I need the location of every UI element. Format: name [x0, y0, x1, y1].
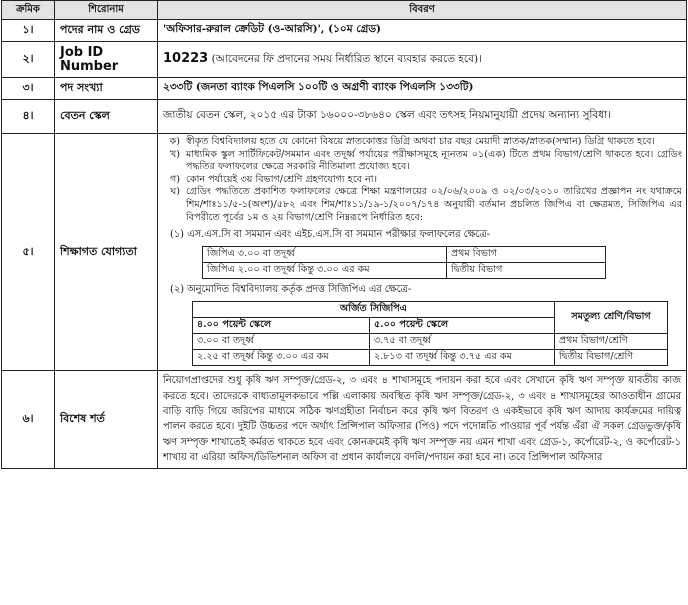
item-text: কোন পর্যায়েই ৩য় বিভাগ/শ্রেণি গ্রহণযোগ্য হবে না।	[186, 173, 378, 185]
row-education	[2, 134, 687, 371]
scale-4-cell: ২.২৫ বা তদূর্ধ্ব কিন্তু ৩.০০ এর কম	[193, 350, 370, 366]
cgpa-column-header: অর্জিত সিজিপিএ	[193, 302, 555, 318]
header-serial: ক্রমিক	[2, 1, 55, 20]
equivalent-cell: প্রথম বিভাগ/শ্রেণি	[555, 334, 668, 350]
scale-4-cell: ৩.০০ বা তদূর্ধ্ব	[193, 334, 370, 350]
job-requirements-table	[1, 0, 687, 469]
table-row	[193, 334, 668, 350]
row-post-name	[2, 20, 687, 42]
item-marker: ক)	[169, 136, 180, 147]
row-title: Job ID Number	[55, 42, 158, 78]
item-text: স্বীকৃত বিশ্ববিদ্যালয় হতে যে কোনো বিষয়ে স্নাতকোত্তর ডিগ্রি অথবা চার বছর মেয়াদী স্নাতক/স্নাতক(সম্মান) ডিগ্রি থাকতে হবে।	[186, 136, 655, 147]
scale-4-header: ৪.০০ পয়েন্ট স্কেলে	[193, 318, 370, 334]
row-pay-scale	[2, 100, 687, 134]
item-text: মাধ্যমিক স্কুল সার্টিফিকেট/সমমান এবং তদূর্ধ্ব পর্যায়ের পরীক্ষাসমূহে ন্যূনতম ০১(এক) টিতে প্রথম বিভাগ/শ্রেণি থাকতে হবে। গ্রেডিং পদ্ধতির ফলাফলের ক্ষেত্রে সরকারি নীতিমালা প্রযোজ্য হবে।	[186, 148, 682, 173]
row-serial: ৫।	[2, 134, 55, 371]
equivalent-cell: দ্বিতীয় বিভাগ/শ্রেণি	[555, 350, 668, 366]
row-job-id	[2, 42, 687, 78]
job-id-value	[158, 42, 687, 78]
row-serial: ২।	[2, 42, 55, 78]
row-title: পদের নাম ও গ্রেড	[55, 20, 158, 42]
list-item	[158, 136, 682, 149]
division-cell: দ্বিতীয় বিভাগ	[447, 263, 606, 279]
header-description: বিবরণ	[158, 1, 687, 20]
row-serial: ৩।	[2, 78, 55, 100]
post-name-value: 'অফিসার-রুরাল ক্রেডিট (ও-আরসি)', (১০ম গ্রেড)	[158, 20, 687, 42]
gpa-cell: জিপিএ ৩.০০ বা তদূর্ধ্ব	[203, 247, 447, 263]
ssc-hsc-heading: (১) এস.এস.সি বা সমমান এবং এইচ.এস.সি বা সমমান পরীক্ষার ফলাফলের ক্ষেত্রে-	[170, 229, 490, 241]
row-serial: ৬।	[2, 371, 55, 468]
row-serial: ১।	[2, 20, 55, 42]
row-title: পদ সংখ্যা	[55, 78, 158, 100]
table-row	[203, 247, 606, 263]
pay-scale-value: জাতীয় বেতন স্কেল, ২০১৫ এর টাকা ১৬০০০-৩৮৬৪০ স্কেল এবং তৎসহ নিয়মানুযায়ী প্রদেয় অন্যান্য সুবিধা।	[158, 100, 687, 134]
cgpa-table	[192, 301, 668, 366]
item-marker: গ)	[169, 173, 180, 185]
scale-5-header: ৫.০০ পয়েন্ট স্কেলে	[370, 318, 555, 334]
qualification-list	[158, 136, 682, 224]
table-row	[193, 302, 668, 318]
list-item	[158, 149, 682, 174]
table-header-row	[2, 1, 687, 20]
special-conditions-text: নিয়োগপ্রাপ্তদের শুধু কৃষি ঋণ সম্পৃক্ত/গ্রেড-২, ৩ এবং ৪ শাখাসমূহে পদায়ন করা হবে এবং সেখানে কৃষি ঋণ সম্পৃক্ত যাবতীয় কাজ করতে হবে। তাদেরকে বাধ্যতামূলকভাবে পল্লি এলাকায় অবস্থিত কৃষি ঋণ সম্পৃক্ত/গ্রেড-২, ৩ এবং ৪ শাখাসমূহের আওতাধীন গ্রামের বাড়ি বাড়ি গিয়ে জরিপের মাধ্যমে সঠিক ঋণগ্রহীতা নির্বাচন করে কৃষি ঋণ বিতরণ ও একইভাবে কৃষি ঋণ আদায় কার্যক্রমের দায়িত্ব পালন করতে হবে। দুইটি উচ্চতর পদে অর্থাৎ প্রিন্সিপাল অফিসার (পিও) পদে পদোন্নতি পাওয়ার পূর্ব পর্যন্ত এঁরা ঐ সকল গ্রেডভুক্ত/কৃষি ঋণ সম্পৃক্ত শাখাতেই কর্মরত থাকতে হবে এবং কোনক্রমেই কৃষি ঋণ সম্পৃক্ত নয় এমন শাখা এবং গ্রেড-১, কর্পোরেট-২, ও কর্পোরেট-১ শাখায় বা এরিয়া অফিস/ডিভিশনাল অফিস বা প্রধান কার্যালয়ে বদলি/পদায়ন করা হবে না। তবে প্রিন্সিপাল অফিসার	[158, 371, 687, 468]
job-id-number: 10223	[163, 50, 209, 66]
item-marker: খ)	[169, 148, 180, 160]
job-id-note: (আবেদনের ফি প্রদানের সময় নির্ধারিত স্থানে ব্যবহার করতে হবে)।	[208, 52, 482, 65]
scale-5-cell: ৩.৭৫ বা তদূর্ধ্ব	[370, 334, 555, 350]
gpa-cell: জিপিএ ২.০০ বা তদূর্ধ্ব কিন্তু ৩.০০ এর কম	[203, 263, 447, 279]
education-details	[158, 134, 687, 371]
list-item	[158, 186, 682, 224]
cgpa-heading: (২) অনুমোদিত বিশ্ববিদ্যালয় কর্তৃক প্রদত্ত সিজিপিএ এর ক্ষেত্রে-	[170, 284, 412, 296]
row-special-conditions	[2, 371, 687, 468]
list-item	[158, 174, 682, 187]
division-cell: প্রথম বিভাগ	[447, 247, 606, 263]
row-title: শিক্ষাগত যোগ্যতা	[55, 134, 158, 371]
equivalent-column-header: সমতুল্য শ্রেণি/বিভাগ	[555, 302, 668, 334]
vacancy-value: ২৩৩টি (জনতা ব্যাংক পিএলসি ১০০টি ও অগ্রণী ব্যাংক পিএলসি ১৩৩টি)	[158, 78, 687, 100]
scale-5-cell: ২.৮১৩ বা তদূর্ধ্ব কিন্তু ৩.৭৫ এর কম	[370, 350, 555, 366]
row-vacancy	[2, 78, 687, 100]
item-text: গ্রেডিং পদ্ধতিতে প্রকাশিত ফলাফলের ক্ষেত্রে শিক্ষা মন্ত্রণালয়ের ০২/০৬/২০০৯ ও ০২/০৩/২০১০ তারিখের প্রজ্ঞাপন নং যথাক্রমে শিম/শাঃ১১/৫-১(অংশ)/৫৮২ এবং শিম/শাঃ১১/১৯-১/২০০৭/১৭৪ অনুযায়ী বর্তমান প্রচলিত জিপিএ বা ক্ষেত্রমত, সিজিপিএ এর বিপরীতে পূর্বের ১ম ও ২য় বিভাগ/শ্রেণি নিম্নরূপে নির্ধারিত হবে:	[186, 186, 682, 223]
gpa-division-table	[202, 246, 606, 279]
row-serial: ৪।	[2, 100, 55, 134]
table-row	[203, 263, 606, 279]
row-title: বেতন স্কেল	[55, 100, 158, 134]
row-title: বিশেষ শর্ত	[55, 371, 158, 468]
circular-page	[1, 0, 687, 605]
table-row	[193, 350, 668, 366]
header-title: শিরোনাম	[55, 1, 158, 20]
item-marker: ঘ)	[170, 186, 180, 198]
